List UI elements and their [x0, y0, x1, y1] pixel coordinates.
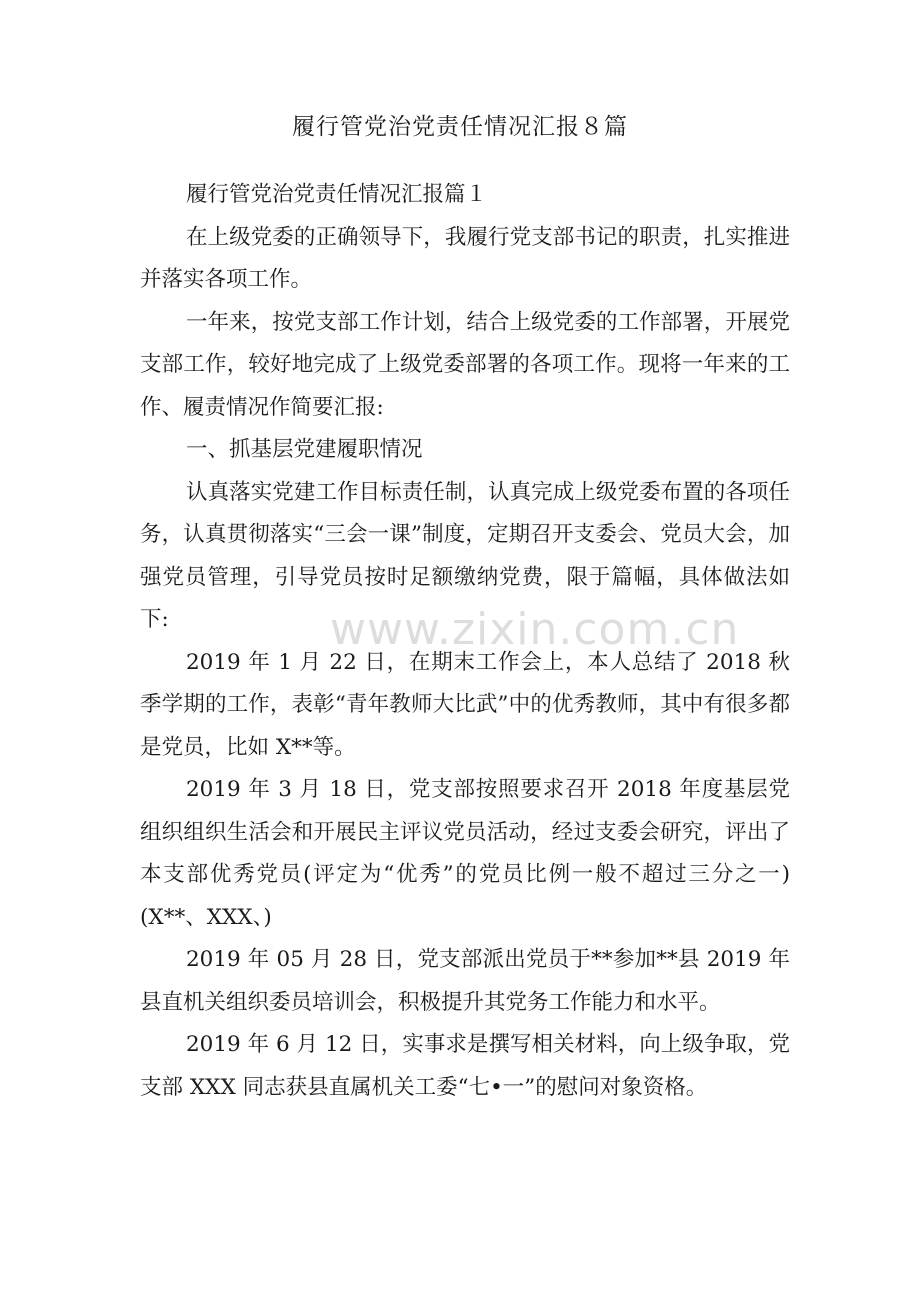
paragraph: 认真落实党建工作目标责任制，认真完成上级党委布置的各项任务，认真贯彻落实“三会一课”制度，定期召开支委会、党员大会，加强党员管理，引导党员按时足额缴纳党费，限于篇幅，具体做法如下:: [140, 479, 790, 632]
paragraph: 一年来，按党支部工作计划，结合上级党委的工作部署，开展党支部工作，较好地完成了上级党委部署的各项工作。现将一年来的工作、履责情况作简要汇报:: [140, 309, 790, 420]
document-title: 履行管党治党责任情况汇报８篇: [292, 114, 628, 140]
paragraph: 2019 年 1 月 22 日，在期末工作会上，本人总结了 2018 秋季学期的工作，表彰“青年教师大比武”中的优秀教师，其中有很多都是党员，比如 X**等。: [140, 649, 790, 760]
section-heading: 履行管党治党责任情况汇报篇１: [186, 182, 488, 207]
document-body: [140, 174, 790, 1109]
paragraph: 在上级党委的正确领导下，我履行党支部书记的职责，扎实推进并落实各项工作。: [140, 224, 790, 292]
paragraph: 2019 年 6 月 12 日，实事求是撰写相关材料，向上级争取，党支部 XXX 同志获县直属机关工委“七•一”的慰问对象资格。: [140, 1032, 790, 1100]
paragraph: 2019 年 3 月 18 日，党支部按照要求召开 2018 年度基层党组织组织生活会和开展民主评议党员活动，经过支委会研究，评出了本支部优秀党员(评定为“优秀”的党员比例一般不超过三分之一) (X**、XXX、): [140, 777, 790, 930]
paragraph: 2019 年 05 月 28 日，党支部派出党员于**参加**县 2019 年县直机关组织委员培训会，积极提升其党务工作能力和水平。: [140, 947, 790, 1015]
watermark: www.zixin.com.cn: [330, 604, 740, 655]
subsection-heading: 一、抓基层党建履职情况: [186, 437, 423, 462]
